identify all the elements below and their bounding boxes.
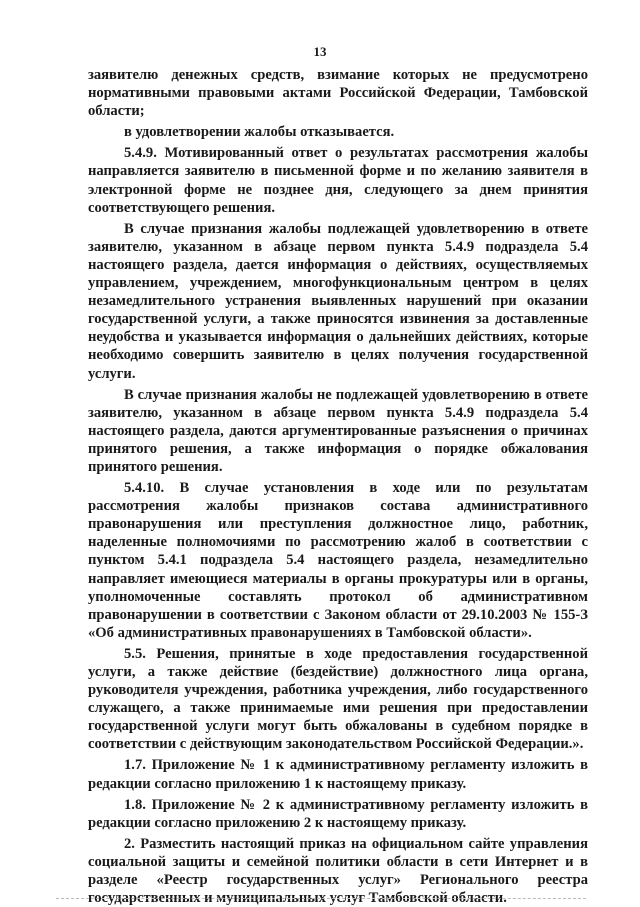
- paragraph-3: 5.4.9. Мотивированный ответ о результатах рассмотрения жалобы направляется заявителю в письменной форме и по желанию заявителя в электронной форме не позднее дня, следующего за днем принятия соответствующего решения.: [88, 145, 588, 216]
- paragraph-2: в удовлетворении жалобы отказывается.: [124, 124, 395, 141]
- paragraph-10: 2. Разместить настоящий приказ на официальном сайте управления социальной защиты и семейной политики области в сети Интернет и в разделе «Реестр государственных услуг» Регионального реестра государственных и муниципальных услуг Тамбовской области.: [88, 835, 588, 907]
- paragraph-7: 5.5. Решения, принятые в ходе предоставления государственной услуги, а также действие (бездействие) должностного лица органа, руководителя учреждения, работника учреждения, либо государственного служащего, а также принимаемые ими решения при предоставлении государственной услуги могут быть обжалованы в судебном порядке в соответствии с действующим законодательством Российской Федерации.».: [88, 645, 588, 753]
- document-body: [88, 66, 588, 907]
- paragraph-8: 1.7. Приложение № 1 к административному регламенту изложить в редакции согласно приложению 1 к настоящему приказу.: [88, 757, 588, 792]
- paragraph-1: заявителю денежных средств, взимание которых не предусмотрено нормативными правовыми актами Российской Федерации, Тамбовской области;: [88, 67, 588, 120]
- footer-divider: [56, 898, 586, 899]
- paragraph-9: 1.8. Приложение № 2 к административному регламенту изложить в редакции согласно приложению 2 к настоящему приказу.: [88, 796, 588, 831]
- paragraph-5: В случае признания жалобы не подлежащей удовлетворению в ответе заявителю, указанном в абзаце первом пункта 5.4.9 подраздела 5.4 настоящего раздела, даются аргументированные разъяснения о причинах принятого решения, а также информация о порядке обжалования принятого решения.: [88, 386, 588, 475]
- paragraph-6: 5.4.10. В случае установления в ходе или по результатам рассмотрения жалобы признаков состава административного правонарушения или преступления должностное лицо, работник, наделенные полномочиями по рассмотрению жалоб в соответствии с пунктом 5.4.1 подраздела 5.4 настоящего раздела, незамедлительно направляет имеющиеся материалы в органы прокуратуры или в органы, уполномоченные составлять протокол об административном правонарушении в соответствии с Законом области от 29.10.2003 № 155-З «Об административных правонарушениях в Тамбовской области».: [88, 480, 588, 641]
- paragraph-4: В случае признания жалобы подлежащей удовлетворению в ответе заявителю, указанном в абзаце первом пункта 5.4.9 подраздела 5.4 настоящего раздела, дается информация о действиях, осуществляемых управлением, учреждением, многофункциональным центром в целях незамедлительного устранения выявленных нарушений при оказании государственной услуги, а также приносятся извинения за доставленные неудобства и указывается информация о дальнейших действиях, которые необходимо совершить заявителю в целях получения государственной услуги.: [88, 220, 588, 382]
- page-number: 13: [313, 44, 327, 59]
